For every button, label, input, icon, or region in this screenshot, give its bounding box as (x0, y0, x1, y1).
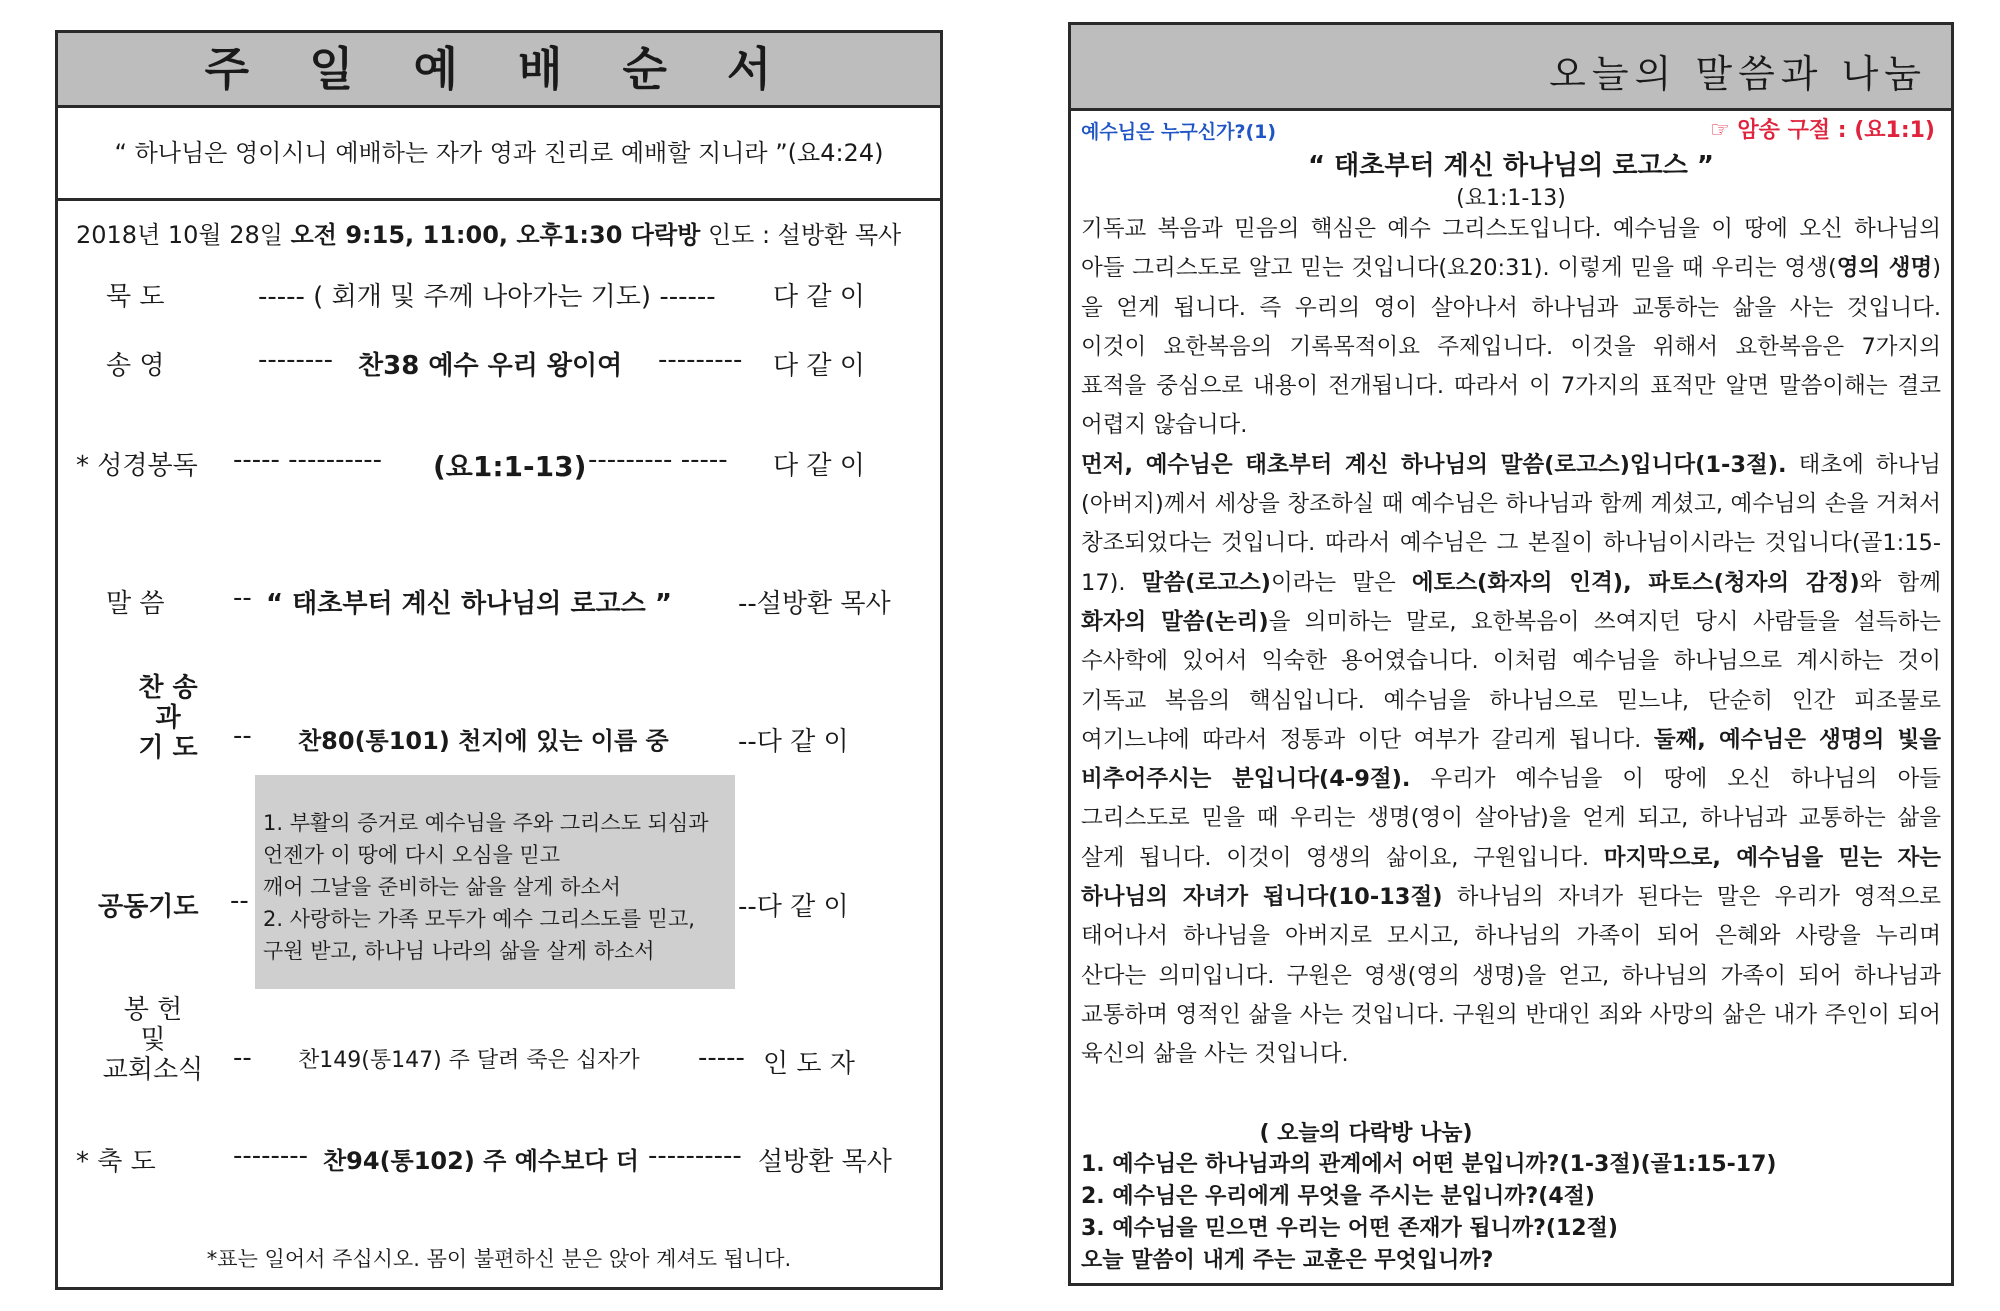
label-line: 기 도 (138, 733, 198, 763)
order-item-label-offering (93, 995, 213, 1085)
sermon-sharing-panel (1068, 22, 1954, 1286)
sermon-reference: (요1:1-13) (1456, 186, 1566, 211)
label-line: 찬 송 (138, 673, 198, 703)
question-item: 오늘 말씀이 내게 주는 교훈은 무엇입니까? (1081, 1248, 1494, 1273)
header-title: 오늘의 말씀과 나눔 (1549, 52, 1927, 96)
service-times: 오전 9:15, 11:00, 오후1:30 다락방 (290, 221, 701, 249)
order-item-detail: 찬94(통102) 주 예수보다 더 (323, 1147, 639, 1175)
order-item-dash: -- (230, 886, 249, 916)
question-item: 3. 예수님을 믿으면 우리는 어떤 존재가 됩니까?(12절) (1081, 1216, 1618, 1241)
body-bold: 마지막으로, 예수님을 믿는 자는 하나님의 자녀가 됩니다(10-13절) (1081, 844, 1941, 911)
body-text: )을 얻게 됩니다. 즉 우리의 영이 살아나서 하나님과 교통하는 삶을 사는 것입니다. 이것이 요한복음의 기록목적이요 주제입니다. 이것을 위해서 요한복음은 7가지의 표적을 중심으로 내용이 전개됩니다. 따라서 이 7가지의 표적만 알면 말씀이해는 결코 어렵지 않습니다. (1081, 255, 1941, 439)
sermon-body (1081, 210, 1941, 1075)
prayer-line: 구원 받고, 하나님 나라의 삶을 살게 하소서 (263, 939, 655, 963)
question-item: 2. 예수님은 우리에게 무엇을 주시는 분입니까?(4절) (1081, 1184, 1595, 1209)
body-bold: 화자의 말씀(논리) (1081, 608, 1269, 635)
order-item-label: 공동기도 (98, 892, 199, 922)
order-item-detail: 찬38 예수 우리 왕이여 (358, 351, 623, 381)
sermon-sharing-header (1071, 25, 1951, 111)
questions-header: ( 오늘의 다락방 나눔) (1259, 1121, 1473, 1146)
order-item-leader: --설방환 목사 (738, 589, 891, 619)
order-item-detail: 찬80(통101) 천지에 있는 이름 중 (298, 727, 669, 755)
order-item-dash: ----- (698, 1043, 745, 1073)
order-item-leader: 다 같 이 (773, 351, 865, 381)
order-item-dash: -------- (258, 345, 334, 375)
order-item-dash: ----- ---------- (233, 445, 382, 475)
order-item-label: 말 씀 (106, 589, 165, 619)
body-text: 우리가 예수님을 이 땅에 오신 하나님의 아들 그리스도로 믿을 때 우리는 생명(영이 살아남)을 얻게 되고, 하나님과 교통하는 삶을 살게 됩니다. 이것이 영생의 삶이요, 구원입니다. (1081, 766, 1941, 871)
order-item-detail: ----- ( 회개 및 주께 나아가는 기도) ------ (258, 282, 716, 312)
body-text: 와 함께 (1859, 569, 1941, 596)
label-line: 및 (140, 1025, 166, 1055)
joint-prayer-box (255, 775, 735, 989)
question-item: 1. 예수님은 하나님과의 관계에서 어떤 분입니까?(1-3절)(골1:15-17) (1081, 1152, 1777, 1177)
worship-order-title: 주 일 예 배 순 서 (58, 33, 940, 108)
prayer-line: 언젠가 이 땅에 다시 오심을 믿고 (263, 843, 561, 867)
order-item-label: * 성경봉독 (76, 451, 198, 481)
prayer-line: 깨어 그날을 준비하는 삶을 살게 하소서 (263, 875, 621, 899)
order-item-label: 송 영 (106, 351, 165, 381)
memory-verse: ☞ 암송 구절 : (요1:1) (1710, 118, 1935, 143)
order-item-leader: 설방환 목사 (758, 1147, 892, 1177)
order-item-leader: 인 도 자 (763, 1049, 855, 1079)
sermon-title: “ 태초부터 계신 하나님의 로고스 ” (266, 589, 672, 619)
body-bold: 에토스(화자의 인격), 파토스(청자의 감정) (1411, 569, 1860, 596)
body-bold: 먼저, 예수님은 태초부터 계신 하나님의 말씀(로고스)입니다(1-3절). (1081, 451, 1787, 478)
body-text: 하나님의 자녀가 된다는 말은 우리가 영적으로 태어나서 하나님을 아버지로 모시고, 하나님의 가족이 되어 은혜와 사랑을 누리며 산다는 의미입니다. 구원은 영생(영의 생명)을 얻고, 하나님의 가족이 되어 하나님과 교통하며 영적인 삶을 사는 것입니다. 구원의 반대인 죄와 사망의 삶은 내가 주인이 되어 육신의 삶을 사는 것입니다. (1081, 884, 1941, 1068)
order-item-dash: -- (233, 1043, 252, 1073)
order-item-label: * 축 도 (76, 1147, 156, 1177)
order-item-label-hymn-prayer (113, 673, 223, 763)
service-date (76, 215, 901, 250)
order-item-detail: 찬149(통147) 주 달려 죽은 십자가 (298, 1048, 640, 1073)
body-bold: 말씀(로고스) (1141, 569, 1271, 596)
body-bold: 둘째, 예수님은 생명의 빛을 비추어주시는 분입니다(4-9절). (1081, 726, 1942, 793)
body-text: 기독교 복음과 믿음의 핵심은 예수 그리스도입니다. 예수님을 이 땅에 오신 하나님의 아들 그리스도로 알고 믿는 것입니다(요20:31). 이렇게 믿을 때 우리는 영생( (1081, 216, 1941, 282)
order-item-dash: -------- (233, 1141, 309, 1171)
order-item-detail: (요1:1-13) (433, 450, 587, 483)
order-item-leader: 다 같 이 (773, 451, 865, 481)
order-item-leader: --다 같 이 (738, 892, 849, 922)
order-item-label: 묵 도 (106, 282, 165, 312)
body-text: 이라는 말은 (1270, 569, 1412, 596)
order-item-dash: --------- ----- (588, 445, 728, 475)
label-line: 과 (155, 703, 181, 733)
order-item-dash: ---------- (648, 1141, 742, 1171)
body-text: 태초에 하나님(아버지)께서 세상을 창조하실 때 예수님은 하나님과 함께 계셨고, 예수님의 손을 거쳐서 창조되었다는 것입니다. 따라서 예수님은 그 본질이 하나님이시라는 것입니다(골1:15-17). (1081, 451, 1941, 596)
order-item-dash: --------- (658, 345, 743, 375)
label-line: 교회소식 (102, 1055, 204, 1085)
scripture-quote: “ 하나님은 영이시니 예배하는 자가 영과 진리로 예배할 지니라 ”(요4:24) (58, 108, 940, 201)
order-item-leader: 다 같 이 (773, 282, 865, 312)
date-text: 2018년 10월 28일 (76, 221, 291, 249)
service-leader: 인도 : 설방환 목사 (700, 221, 902, 249)
order-item-leader: --다 같 이 (738, 727, 849, 757)
order-item-dash: -- (233, 583, 252, 613)
worship-order-panel (55, 30, 943, 1290)
order-item-dash: -- (233, 721, 252, 751)
prayer-line: 1. 부활의 증거로 예수님을 주와 그리스도 되심과 (263, 811, 709, 835)
body-text: 을 의미하는 말로, 요한복음이 쓰여지던 당시 사람들을 설득하는 수사학에 있어서 익숙한 용어였습니다. 이처럼 예수님을 하나님으로 계시하는 것이 기독교 복음의 핵심입니다. 예수님을 하나님으로 믿느냐, 단순히 인간 피조물로 여기느냐에 따라서 정통과 이단 여부가 갈리게 됩니다. (1081, 608, 1941, 753)
questions-list (1081, 1149, 1776, 1277)
body-bold: 영의 생명 (1836, 255, 1933, 282)
footnote: *표는 일어서 주십시오. 몸이 불편하신 분은 앉아 계셔도 됩니다. (206, 1247, 792, 1271)
sermon-title: “ 태초부터 계신 하나님의 로고스 ” (1308, 151, 1714, 181)
prayer-line: 2. 사랑하는 가족 모두가 예수 그리스도를 믿고, (263, 907, 695, 931)
series-label: 예수님은 누구신가?(1) (1081, 121, 1277, 143)
label-line: 봉 헌 (123, 995, 183, 1025)
